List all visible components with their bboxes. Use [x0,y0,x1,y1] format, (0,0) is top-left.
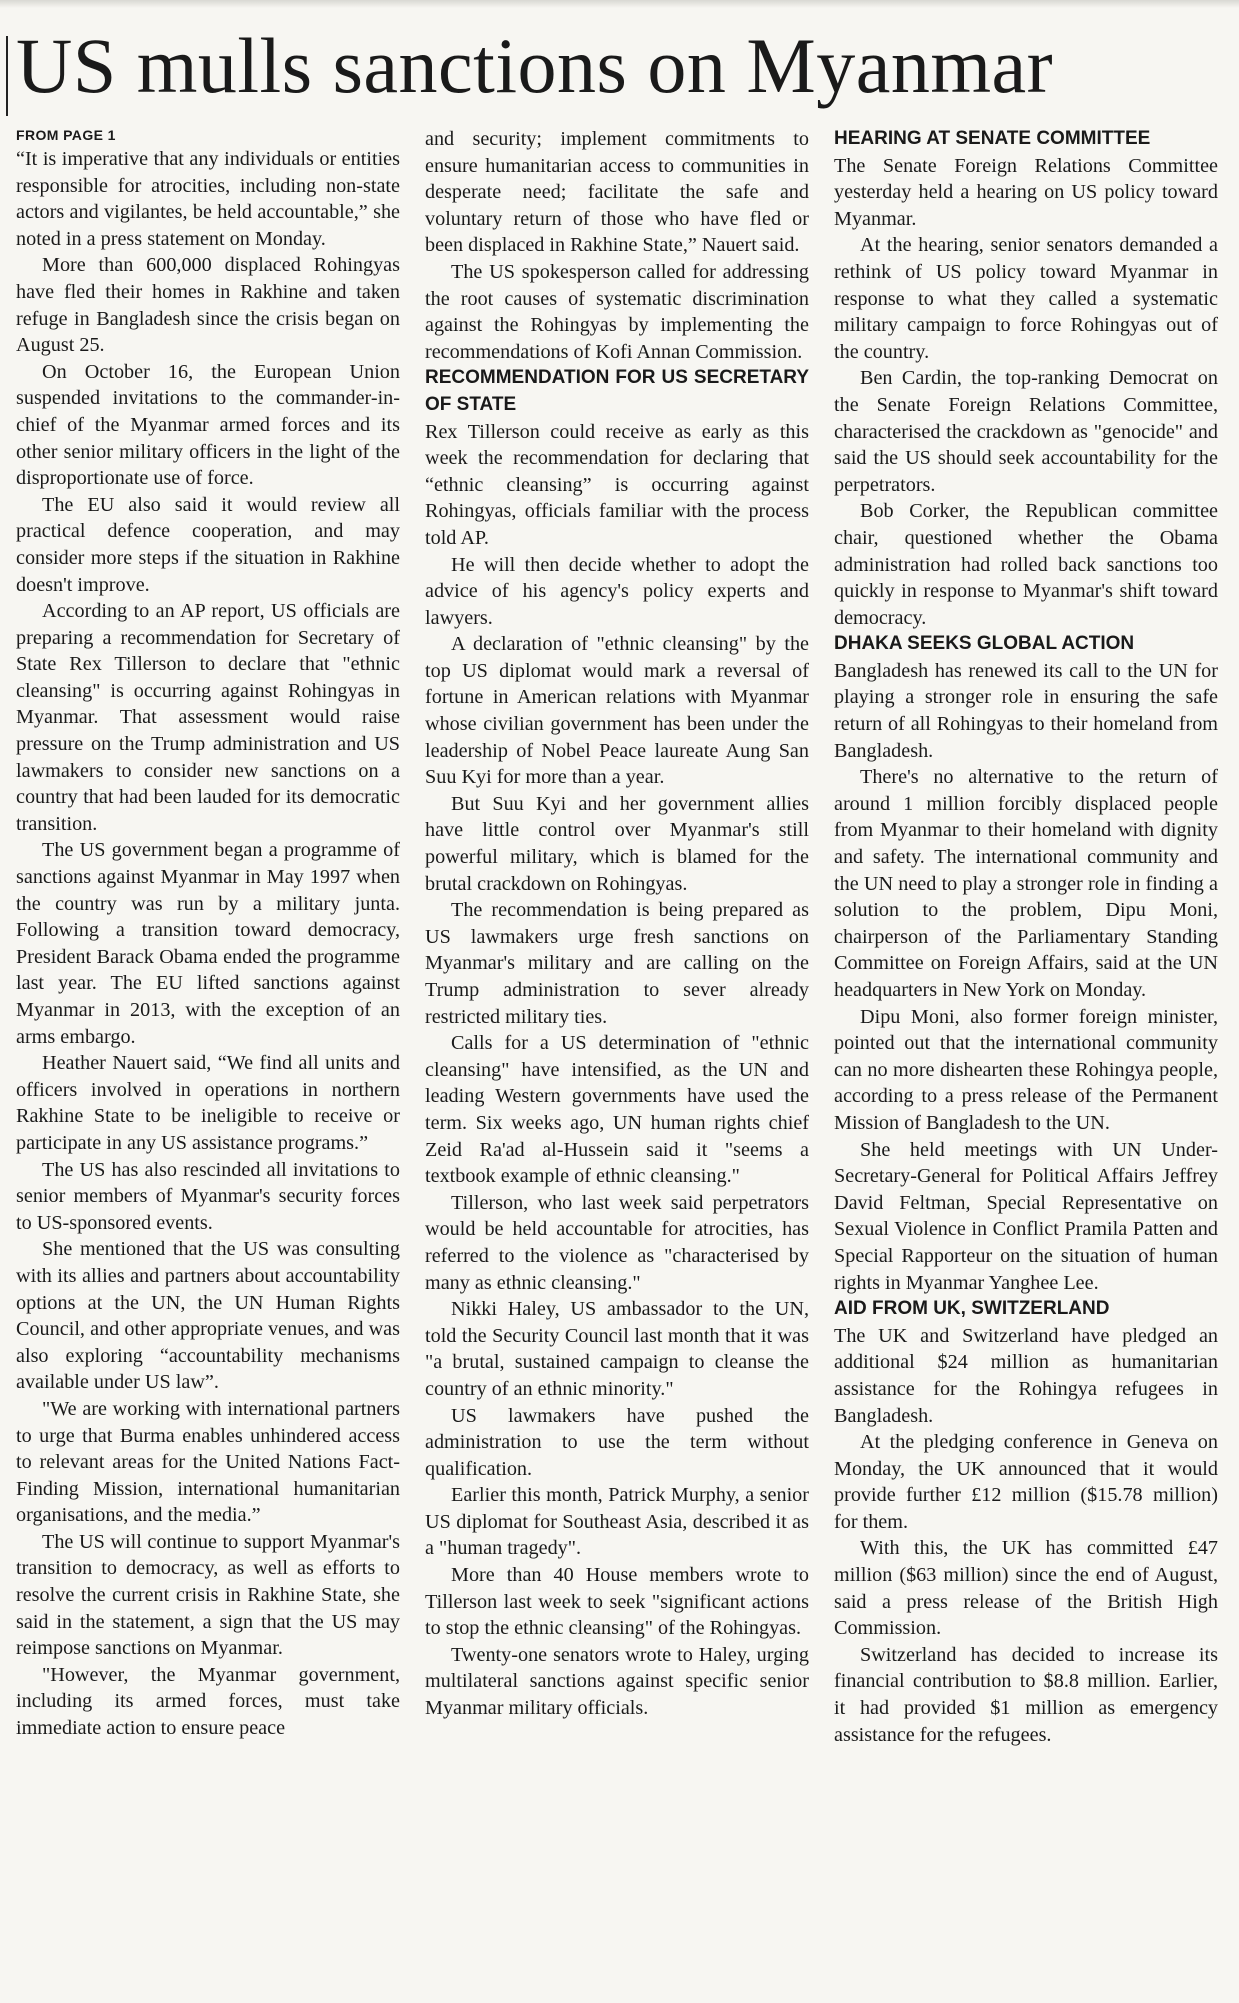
paragraph: The US government began a programme of sanctions against Myanmar in May 1997 when the country was run by a military junta. Following a transition toward democracy, President Barack Obama ended the programme last year. The EU lifted sanctions against Myanmar in 2013, with the exception of an arms embargo. [16,839,400,1048]
paragraph: The US will continue to support Myanmar's transition to democracy, as well as efforts to resolve the current crisis in Rakhine State, she said in the statement, a sign that the US may reimpose sanctions on Myanmar. [16,1530,400,1660]
paragraph: According to an AP report, US officials are preparing a recommendation for Secretary of State Rex Tillerson to declare that "ethnic cleansing" is occurring against Rohingyas in Myanmar. That assessment would raise pressure on the Trump administration and US lawmakers to consider new sanctions on a country that had been lauded for its democratic transition. [16,600,400,835]
paragraph: Tillerson, who last week said perpetrators would be held accountable for atrocities, has referred to the violence as "characterised by many as ethnic cleansing." [425,1191,809,1294]
paragraph: Rex Tillerson could receive as early as this week the recommendation for declaring that “ethnic cleansing” is occurring against Rohingyas, officials familiar with the process told AP. [425,420,809,549]
paragraph: She held meetings with UN Under-Secretary-General for Political Affairs Jeffrey David Feltman, Special Representative on Sexual Violence in Conflict Pramila Patten and Special Rapporteur on the situation of human rights in Myanmar Yanghee Lee. [834,1138,1218,1294]
paragraph: The US spokesperson called for addressing the root causes of systematic discrimination against the Rohingyas by implementing the recommendations of Kofi Annan Commission. [425,260,809,363]
paragraph: Heather Nauert said, “We find all units and officers involved in operations in northern Rakhine State to be ineligible to receive or participate in any US assistance programs.” [16,1052,400,1154]
article-column-1 [16,126,400,1996]
paragraph: The EU also said it would review all practical defence cooperation, and may consider more steps if the situation in Rakhine doesn't improve. [16,493,400,596]
paragraph: Calls for a US determination of "ethnic cleansing" have intensified, as the UN and leading Western governments have used the term. Six weeks ago, UN human rights chief Zeid Ra'ad al-Hussein said it "seems a textbook example of ethnic cleansing." [425,1032,809,1188]
paragraph: But Suu Kyi and her government allies have little control over Myanmar's still powerful military, which is blamed for the brutal crackdown on Rohingyas. [425,792,809,895]
paragraph: Bangladesh has renewed its call to the UN for playing a stronger role in ensuring the safe return of all Rohingyas to their homeland from Bangladesh. [834,659,1218,762]
paragraph: Ben Cardin, the top-ranking Democrat on the Senate Foreign Relations Committee, characterised the crackdown as "genocide" and said the US should seek accountability for the perpetrators. [834,367,1218,496]
paragraph: A declaration of "ethnic cleansing" by the top US diplomat would mark a reversal of fortune in American relations with Myanmar whose civilian government has been under the leadership of Nobel Peace laureate Aung San Suu Kyi for more than a year. [425,633,809,789]
subhead: AID FROM UK, SWITZERLAND [834,1298,1110,1320]
article-column-2 [425,126,809,1996]
paragraph: "We are working with international partners to urge that Burma enables unhindered access to relevant areas for the United Nations Fact-Finding Mission, international humanitarian organisations, and the media.” [16,1397,400,1527]
paragraph: The UK and Switzerland have pledged an additional $24 million as humanitarian assistance for the Rohingya refugees in Bangladesh. [834,1324,1218,1427]
paragraph: US lawmakers have pushed the administration to use the term without qualification. [425,1404,809,1480]
paragraph: With this, the UK has committed £47 million ($63 million) since the end of August, said a press release of the British High Commission. [834,1537,1218,1640]
paragraph: The Senate Foreign Relations Committee yesterday held a hearing on US policy toward Myanmar. [834,154,1218,230]
paragraph: On October 16, the European Union suspended invitations to the commander-in-chief of the Myanmar armed forces and its other senior military officers in the light of the disproportionate use of force. [16,360,400,490]
headline-rule [6,36,8,116]
paragraph: The recommendation is being prepared as US lawmakers urge fresh sanctions on Myanmar's military and are calling on the Trump administration to sever already restricted military ties. [425,899,809,1028]
paragraph: Switzerland has decided to increase its financial contribution to $8.8 million. Earlier, it had provided $1 million as emergency assistance for the refugees. [834,1643,1218,1746]
paragraph: She mentioned that the US was consulting with its allies and partners about accountability options at the UN, the UN Human Rights Council, and other appropriate venues, and was also exploring “accountability mechanisms available under US law”. [16,1238,400,1394]
paragraph: Twenty-one senators wrote to Haley, urging multilateral sanctions against specific senior Myanmar military officials. [425,1643,809,1720]
paragraph: Bob Corker, the Republican committee chair, questioned whether the Obama administration had rolled back sanctions too quickly in response to Myanmar's shift toward democracy. [834,500,1218,629]
paragraph: At the hearing, senior senators demanded a rethink of US policy toward Myanmar in response to what they called a systematic military campaign to force Rohingyas out of the country. [834,234,1218,363]
paragraph: “It is imperative that any individuals or entities responsible for atrocities, including non-state actors and vigilantes, be held accountable,” she noted in a press statement on Monday. [16,148,400,250]
headline: US mulls sanctions on Myanmar [16,22,1054,109]
paragraph: At the pledging conference in Geneva on Monday, the UK announced that it would provide further £12 million ($15.78 million) for them. [834,1431,1218,1533]
page-top-strip [0,0,1239,8]
paragraph: There's no alternative to the return of around 1 million forcibly displaced people from Myanmar to their homeland with dignity and safety. The international community and the UN need to play a stronger role in finding a solution to the problem, Dipu Moni, chairperson of the Parliamentary Standing Committee on Foreign Affairs, said at the UN headquarters in New York on Monday. [834,766,1218,1001]
subhead: DHAKA SEEKS GLOBAL ACTION [834,633,1135,655]
kicker-from-page-1: FROM PAGE 1 [16,127,116,143]
paragraph: Earlier this month, Patrick Murphy, a senior US diplomat for Southeast Asia, described it as a "human tragedy". [425,1484,809,1560]
paragraph: Dipu Moni, also former foreign minister, pointed out that the international community can no more dishearten these Rohingya people, according to a press release of the Permanent Mission of Bangladesh to the UN. [834,1005,1218,1134]
paragraph: The US has also rescinded all invitations to senior members of Myanmar's security forces to US-sponsored events. [16,1158,400,1234]
paragraph: He will then decide whether to adopt the advice of his agency's policy experts and lawyers. [425,553,809,629]
paragraph: More than 40 House members wrote to Tillerson last week to seek "significant actions to stop the ethnic cleansing" of the Rohingyas. [425,1564,809,1640]
article-column-3 [834,126,1218,1996]
paragraph: and security; implement commitments to ensure humanitarian access to communities in desperate need; facilitate the safe and voluntary return of those who have fled or been displaced in Rakhine State,” Nauert said. [425,128,809,257]
paragraph: Nikki Haley, US ambassador to the UN, told the Security Council last month that it was "a brutal, sustained campaign to cleanse the country of an ethnic minority." [425,1298,809,1400]
paragraph: "However, the Myanmar government, including its armed forces, must take immediate action to ensure peace [16,1663,400,1740]
paragraph: More than 600,000 displaced Rohingyas have fled their homes in Rakhine and taken refuge in Bangladesh since the crisis began on August 25. [16,254,400,357]
subhead: RECOMMENDATION FOR US SECRETARY OF STATE [425,367,809,415]
subhead: HEARING AT SENATE COMMITTEE [834,128,1151,149]
